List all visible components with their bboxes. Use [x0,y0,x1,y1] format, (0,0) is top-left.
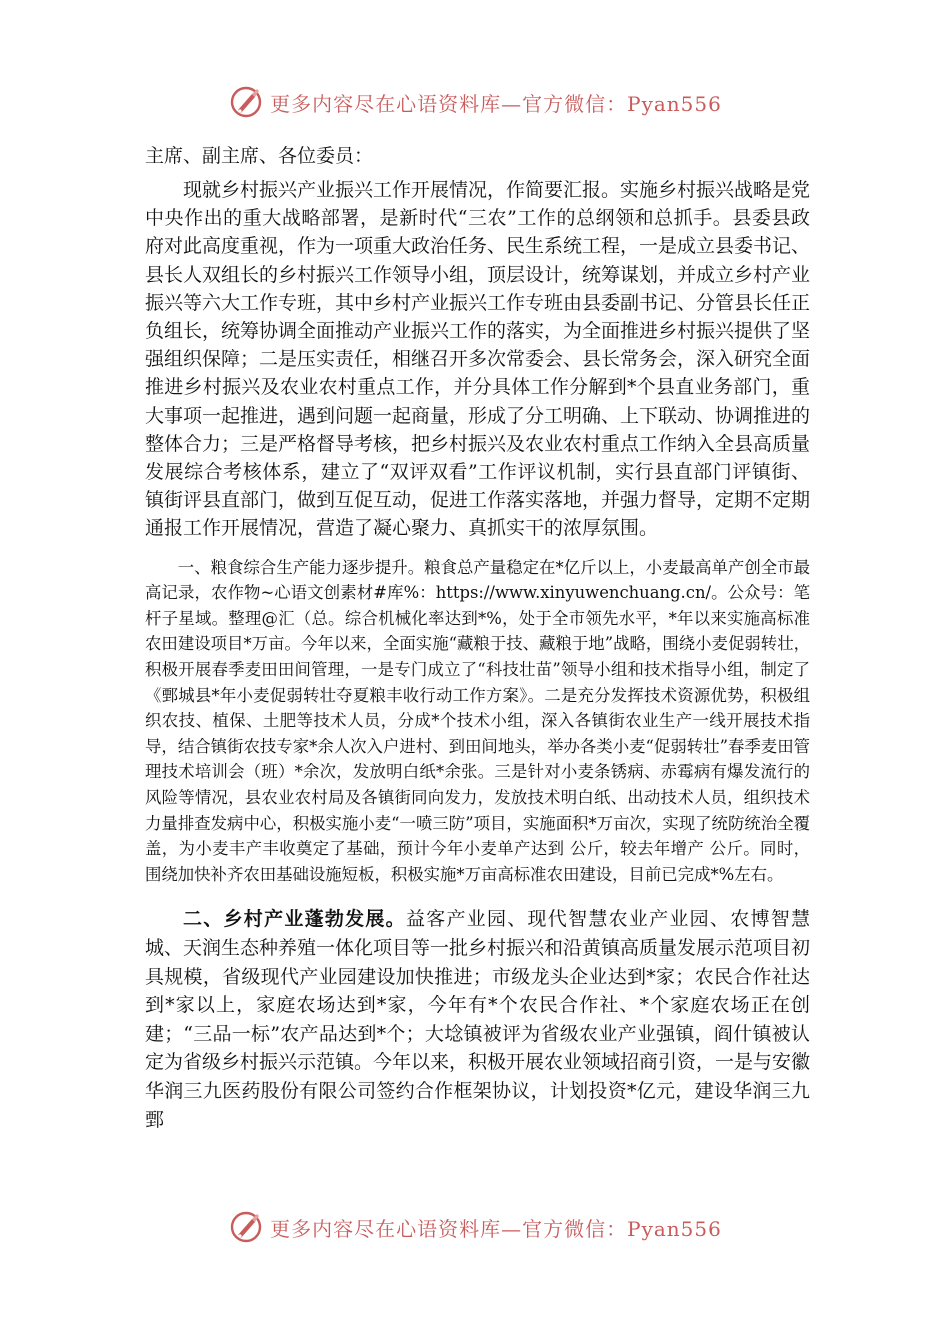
section1-paragraph: 一、粮食综合生产能力逐步提升。粮食总产量稳定在*亿斤以上，小麦最高单产创全市最高记录，农作物~心语文创素材#库%：https://www.xinyuwenchuang.cn/。公众号：笔杆子星域。整理@汇（总。综合机械化率达到*%，处于全市领先水平，*年以来实施高标准农田建设项目*万亩。今年以来，全面实施“藏粮于技、藏粮于地”战略，围绕小麦促弱转壮，积极开展春季麦田田间管理，一是专门成立了“科技壮苗”领导小组和技术指导小组，制定了《鄄城县*年小麦促弱转壮夺夏粮丰收行动工作方案》。二是充分发挥技术资源优势，积极组织农技、植保、土肥等技术人员，分成*个技术小组，深入各镇街农业生产一线开展技术指导，结合镇街农技专家*余人次入户进村、到田间地头，举办各类小麦“促弱转壮”春季麦田管理技术培训会（班）*余次，发放明白纸*余张。三是针对小麦条锈病、赤霉病有爆发流行的风险等情况，县农业农村局及各镇街同向发力，发放技术明白纸、出动技术人员，组织技术力量排查发病中心，积极实施小麦“一喷三防”项目，实施面积*万亩次，实现了统防统治全覆盖，为小麦丰产丰收奠定了基础，预计今年小麦单产达到 公斤，较去年增产 公斤。同时，围绕加快补齐农田基础设施短板，积极实施*万亩高标准农田建设，目前已完成*%左右。 [145,557,810,884]
greeting: 主席、副主席、各位委员： [145,145,374,167]
footer-watermark [0,1207,950,1247]
section2-body: 益客产业园、现代智慧农业产业园、农博智慧城、天润生态种养殖一体化项目等一批乡村振兴和沿黄镇高质量发展示范项目初具规模，省级现代产业园建设加快推进；市级龙头企业达到*家；农民合作社达到*家以上，家庭农场达到*家，今年有*个农民合作社、*个家庭农场正在创建；“三品一标”农产品达到*个；大埝镇被评为省级农业产业强镇，阎什镇被认定为省级乡村振兴示范镇。今年以来，积极开展农业领域招商引资，一是与安徽华润三九医药股份有限公司签约合作框架协议，计划投资*亿元，建设华润三九鄄 [145,908,811,1131]
intro-paragraph: 现就乡村振兴产业振兴工作开展情况，作简要汇报。实施乡村振兴战略是党中央作出的重大战略部署，是新时代“三农”工作的总纲领和总抓手。县委县政府对此高度重视，作为一项重大政治任务、民生系统工程，一是成立县委书记、县长人双组长的乡村振兴工作领导小组，顶层设计，统筹谋划，并成立乡村产业振兴等六大工作专班，其中乡村产业振兴工作专班由县委副书记、分管县长任正负组长，统筹协调全面推动产业振兴工作的落实，为全面推进乡村振兴提供了坚强组织保障；二是压实责任，相继召开多次常委会、县长常务会，深入研究全面推进乡村振兴及农业农村重点工作，并分具体工作分解到*个县直业务部门，重大事项一起推进，遇到问题一起商量，形成了分工明确、上下联动、协调推进的整体合力；三是严格督导考核，把乡村振兴及农业农村重点工作纳入全县高质量发展综合考核体系，建立了“双评双看”工作评议机制，实行县直部门评镇街、镇街评县直部门，做到互促互动，促进工作落实落地，并强力督导，定期不定期通报工作开展情况，营造了凝心聚力、真抓实干的浓厚氛围。 [145,179,811,540]
document-body [145,142,810,1134]
pen-logo-icon [228,84,264,120]
pen-logo-icon [228,1209,264,1245]
section2-paragraph [145,905,810,1134]
section2-title: 二、乡村产业蓬勃发展。 [183,908,406,931]
footer-watermark-text: 更多内容尽在心语资料库—官方微信：Pyan556 [270,1216,722,1241]
header-watermark [0,82,950,122]
header-watermark-text: 更多内容尽在心语资料库—官方微信：Pyan556 [270,91,722,116]
